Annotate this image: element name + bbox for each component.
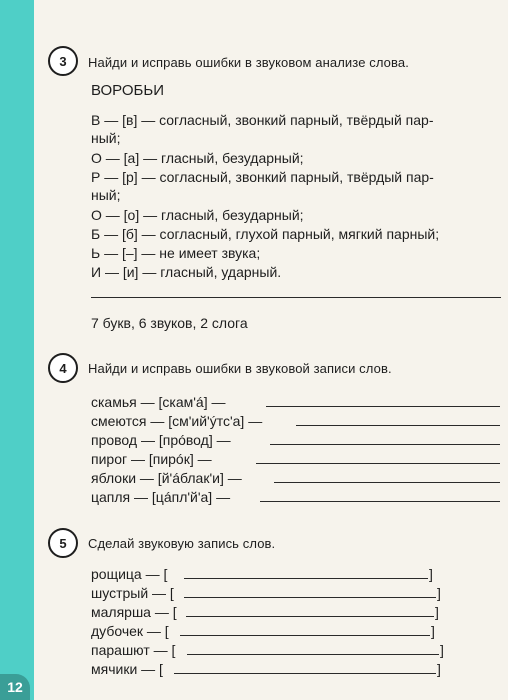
analysis-line: В — [в] — согласный, звонкий парный, твёрдый пар-: [91, 112, 434, 128]
answer-line[interactable]: [266, 406, 500, 407]
transcription-row: провод — [прóвод] —: [91, 432, 231, 448]
page-number: 12: [0, 674, 30, 700]
word-row: рощица — [: [91, 566, 168, 582]
analysis-line: ный;: [91, 130, 121, 146]
page-edge-strip: [0, 0, 34, 700]
analysis-line: И — [и] — гласный, ударный.: [91, 264, 282, 280]
analysis-line: Б — [б] — согласный, глухой парный, мягкий парный;: [91, 226, 440, 242]
task-5-badge: 5: [48, 528, 78, 558]
task-3-instruction: Найди и исправь ошибки в звуковом анализе слова.: [88, 55, 409, 70]
task-3-badge: 3: [48, 46, 78, 76]
close-bracket: ]: [440, 642, 444, 658]
task-3-word: ВОРОБЬИ: [91, 82, 164, 99]
answer-line[interactable]: [274, 482, 500, 483]
answer-line[interactable]: [187, 643, 439, 655]
transcription-row: скамья — [скам'á] —: [91, 394, 226, 410]
close-bracket: ]: [437, 661, 441, 677]
answer-line[interactable]: [91, 297, 501, 298]
word-row: мячики — [: [91, 661, 163, 677]
analysis-line: Р — [р] — согласный, звонкий парный, твёрдый пар-: [91, 169, 434, 185]
close-bracket: ]: [431, 623, 435, 639]
transcription-row: цапля — [цáпл'й'а] —: [91, 489, 231, 505]
answer-line[interactable]: [260, 501, 500, 502]
transcription-row: смеются — [см'ий'ýтс'а] —: [91, 413, 263, 429]
word-row: парашют — [: [91, 642, 176, 658]
answer-line[interactable]: [184, 586, 436, 598]
analysis-line: ный;: [91, 187, 121, 203]
analysis-line: О — [о] — гласный, безударный;: [91, 207, 304, 223]
answer-line[interactable]: [256, 463, 500, 464]
close-bracket: ]: [437, 585, 441, 601]
transcription-row: пирог — [пирóк] —: [91, 451, 212, 467]
word-row: дубочек — [: [91, 623, 169, 639]
word-row: малярша — [: [91, 604, 177, 620]
close-bracket: ]: [435, 604, 439, 620]
task-4-instruction: Найди и исправь ошибки в звуковой записи слов.: [88, 361, 392, 376]
analysis-line: Ь — [–] — не имеет звука;: [91, 245, 261, 261]
task-3-summary: 7 букв, 6 звуков, 2 слога: [91, 315, 248, 331]
answer-line[interactable]: [186, 605, 434, 617]
answer-line[interactable]: [184, 567, 428, 579]
word-row: шустрый — [: [91, 585, 174, 601]
task-4-badge: 4: [48, 353, 78, 383]
answer-line[interactable]: [270, 444, 500, 445]
answer-line[interactable]: [174, 662, 436, 674]
transcription-row: яблоки — [й'áблак'и] —: [91, 470, 242, 486]
analysis-line: О — [а] — гласный, безударный;: [91, 150, 304, 166]
answer-line[interactable]: [180, 624, 430, 636]
close-bracket: ]: [429, 566, 433, 582]
answer-line[interactable]: [296, 425, 500, 426]
task-5-instruction: Сделай звуковую запись слов.: [88, 536, 276, 551]
workbook-page: [34, 0, 508, 700]
